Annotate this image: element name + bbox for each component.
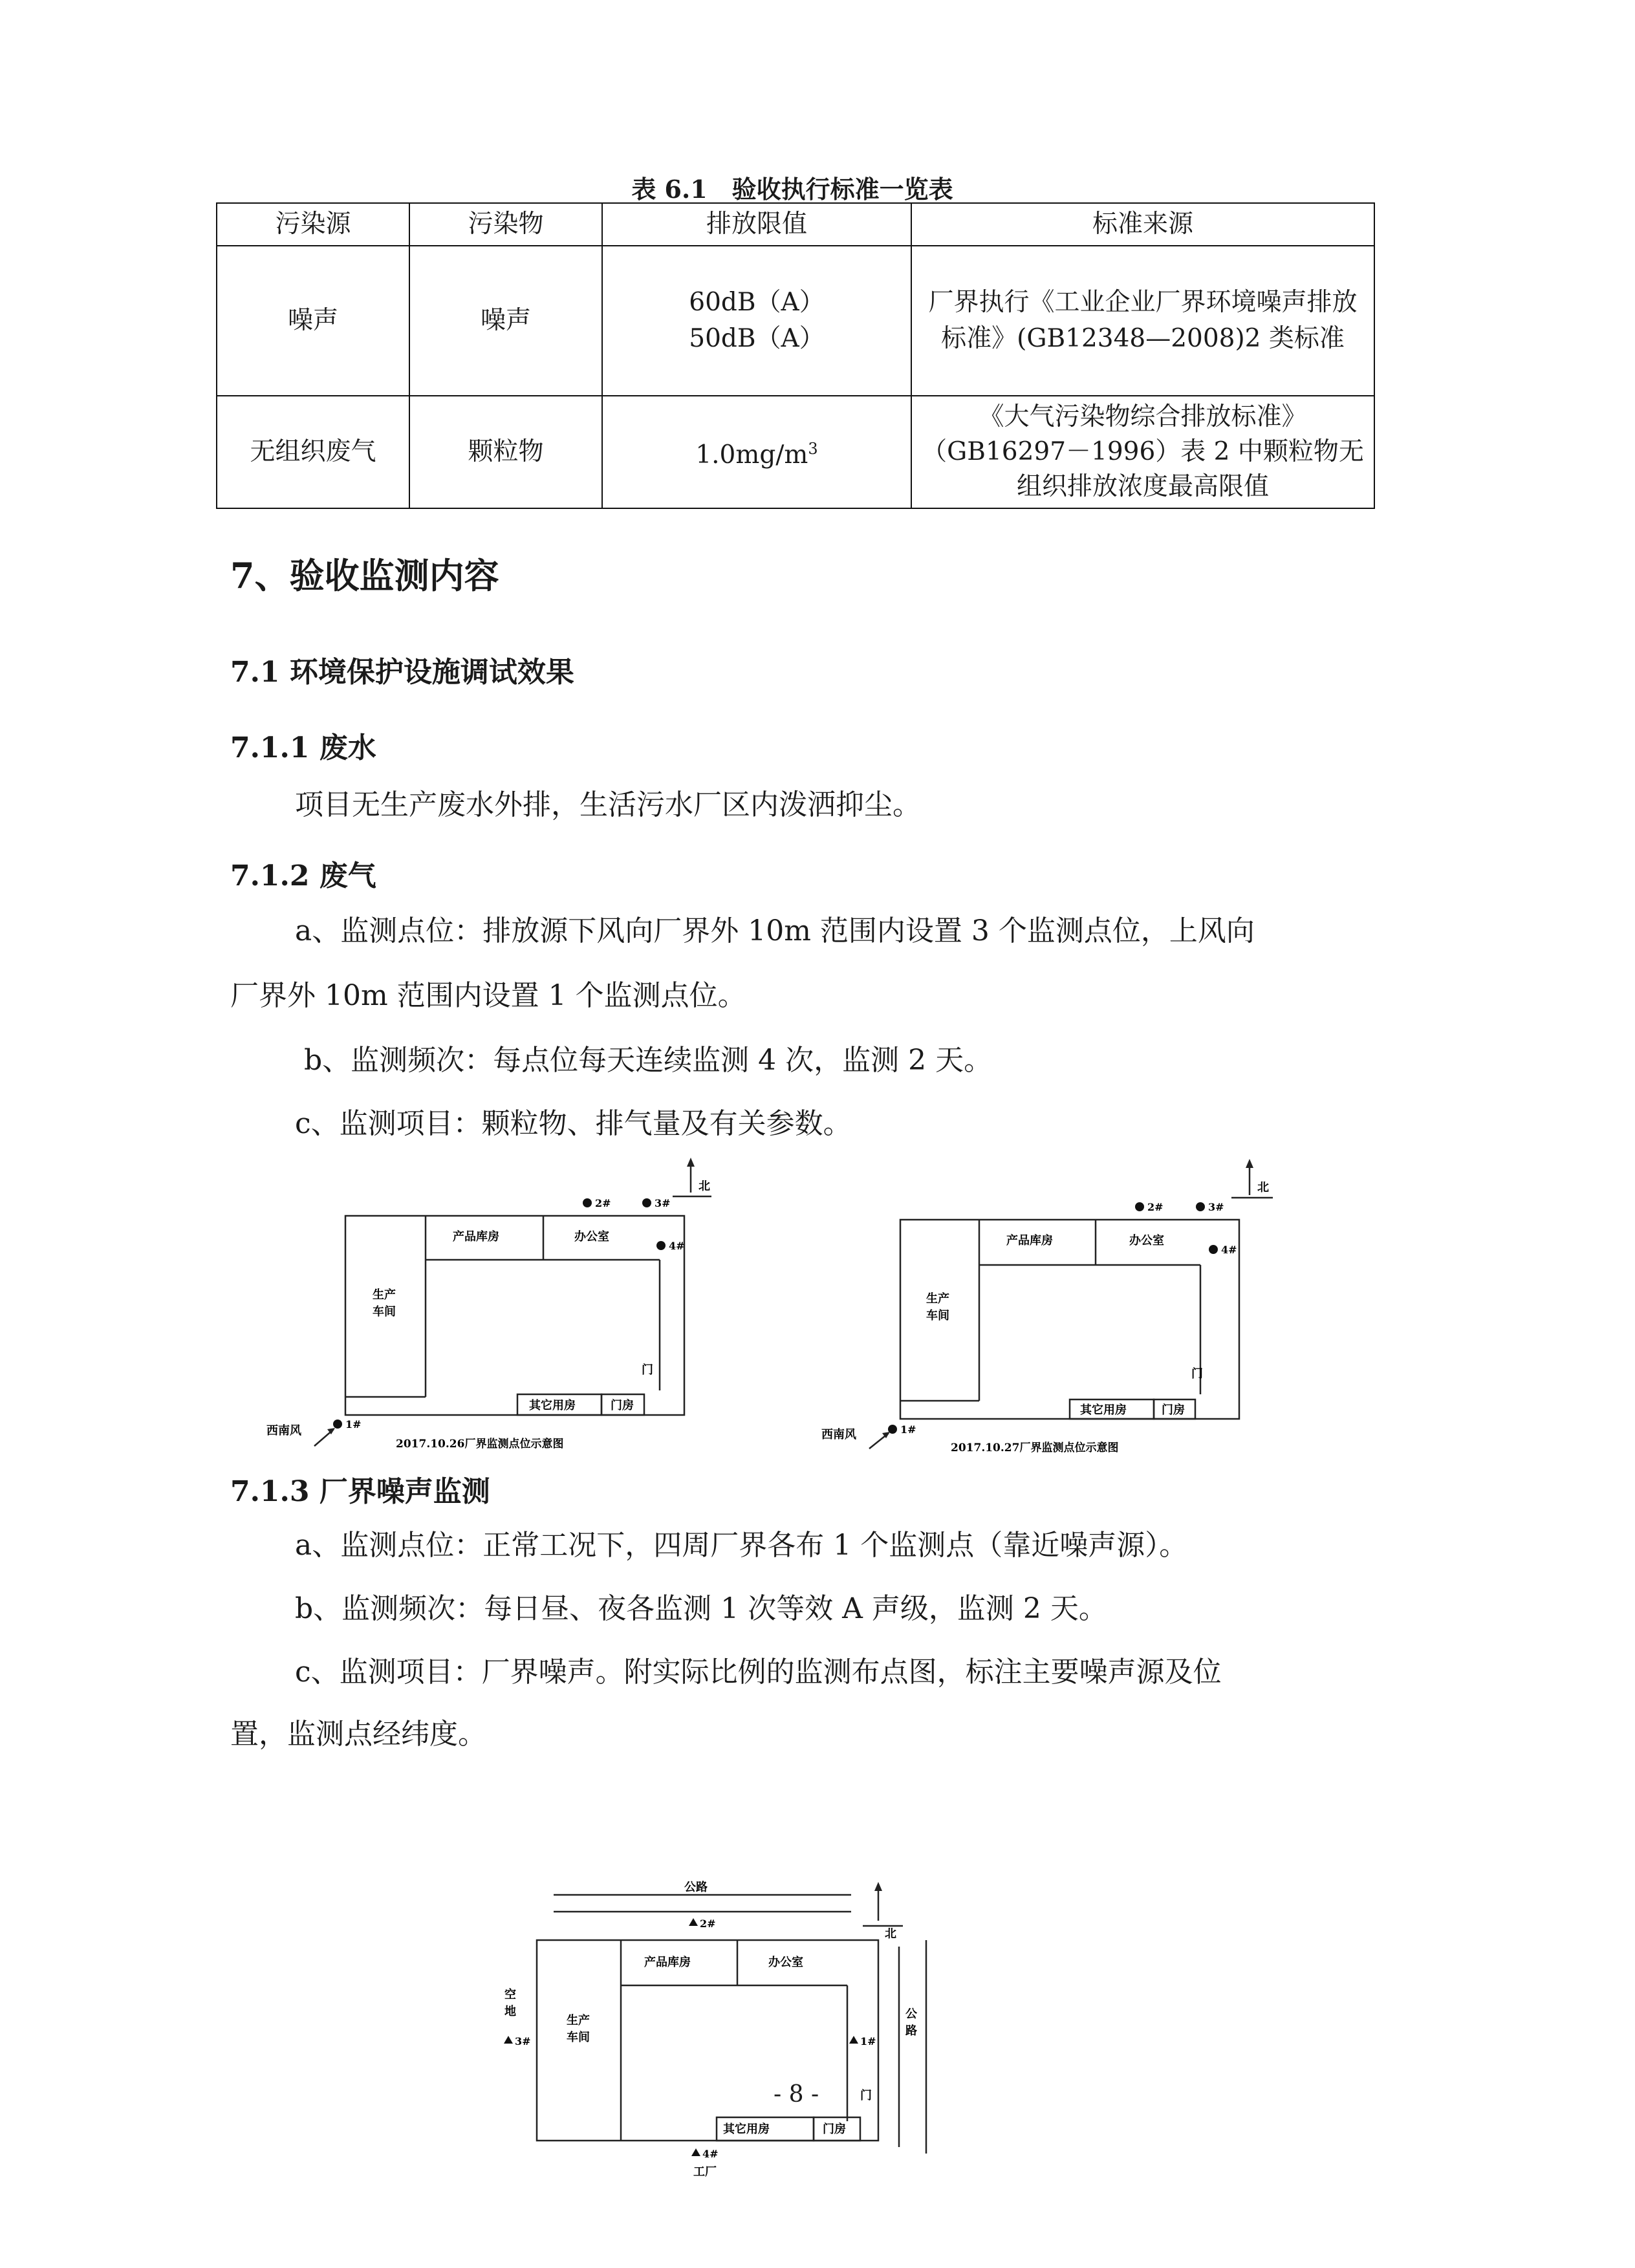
empty-land-label-2: 地 [504, 2005, 516, 2018]
other-label: 其它用房 [723, 2122, 770, 2136]
limit-value: 1.0mg/m [695, 440, 808, 470]
point-3-label: 3# [1208, 1201, 1224, 1213]
cell-standard: 厂界执行《工业企业厂界环境噪声排放标准》(GB12348—2008)2 类标准 [911, 246, 1374, 396]
gate-label: 门 [860, 2089, 872, 2102]
north-label: 北 [1257, 1181, 1269, 1194]
paragraph: 项目无生产废水外排，生活污水厂区内泼洒抑尘。 [295, 788, 921, 821]
noise-point-4-label: 4# [702, 2148, 719, 2160]
noise-point-2-label: 2# [700, 1917, 716, 1930]
point-2-label: 2# [595, 1197, 611, 1209]
noise-point-3-label: 3# [515, 2035, 531, 2047]
point-2-label: 2# [1147, 1201, 1164, 1213]
road-right-label-2: 路 [905, 2024, 917, 2038]
workshop-label-1: 生产 [567, 2014, 590, 2027]
table-caption: 表 6.1 验收执行标准一览表 [631, 175, 953, 204]
monitoring-diagram-2 [812, 1159, 1304, 1456]
point-1-label: 1# [345, 1418, 362, 1431]
wind-label: 西南风 [821, 1428, 856, 1442]
monitoring-point-2 [583, 1198, 592, 1207]
north-label: 北 [885, 1927, 896, 1941]
monitoring-point-3 [642, 1198, 651, 1207]
guard-label: 门房 [823, 2122, 846, 2136]
workshop-label-2: 车间 [926, 1309, 949, 1323]
monitoring-point-4 [656, 1241, 666, 1250]
point-1-label: 1# [900, 1423, 916, 1436]
header-limit: 排放限值 [602, 203, 911, 246]
other-label: 其它用房 [529, 1399, 576, 1412]
monitoring-diagram-1 [259, 1158, 750, 1455]
noise-point-2-icon [689, 1918, 698, 1926]
point-4-label: 4# [669, 1240, 685, 1252]
header-standard: 标准来源 [911, 203, 1374, 246]
noise-point-1-icon [849, 2036, 858, 2044]
warehouse-label: 产品库房 [1006, 1234, 1053, 1247]
paragraph: b、监测频次：每点位每天连续监测 4 次，监测 2 天。 [304, 1044, 993, 1077]
workshop-label-1: 生产 [926, 1292, 949, 1306]
workshop-label-2: 车间 [567, 2031, 590, 2044]
paragraph: a、监测点位：排放源下风向厂界外 10m 范围内设置 3 个监测点位，上风向 [295, 914, 1255, 947]
cell-limit [602, 396, 911, 508]
road-right-label-1: 公 [905, 2007, 917, 2021]
diagram-1-caption: 2017.10.26厂界监测点位示意图 [396, 1438, 564, 1451]
point-3-label: 3# [655, 1197, 671, 1209]
header-pollutant: 污染物 [409, 203, 602, 246]
noise-point-4-icon [691, 2148, 700, 2156]
workshop-label-1: 生产 [373, 1288, 396, 1302]
limit-night: 50dB（A） [689, 324, 825, 353]
monitoring-point-4 [1209, 1245, 1218, 1254]
section-7-title: 7、验收监测内容 [230, 555, 499, 596]
wind-label: 西南风 [266, 1424, 301, 1438]
noise-point-3-icon [504, 2036, 513, 2044]
guard-label: 门房 [1162, 1403, 1185, 1417]
page-number: - 8 - [774, 2081, 819, 2108]
point-4-label: 4# [1221, 1244, 1237, 1256]
paragraph: 置，监测点经纬度。 [230, 1718, 486, 1751]
paragraph: b、监测频次：每日昼、夜各监测 1 次等效 A 声级，监测 2 天。 [295, 1592, 1107, 1625]
noise-point-1-label: 1# [860, 2035, 876, 2047]
section-7-1-1-title: 7.1.1 废水 [230, 731, 376, 764]
paragraph: a、监测点位：正常工况下，四周厂界各布 1 个监测点（靠近噪声源）。 [295, 1529, 1188, 1562]
cell-source: 无组织废气 [217, 396, 409, 508]
cell-limit [602, 246, 911, 396]
section-7-1-2-title: 7.1.2 废气 [230, 859, 376, 892]
monitoring-point-3 [1196, 1202, 1205, 1211]
standards-table [216, 202, 1375, 509]
gate-label: 门 [642, 1363, 653, 1377]
workshop-label-2: 车间 [373, 1305, 396, 1319]
table-row [217, 396, 1374, 508]
cell-pollutant: 噪声 [409, 246, 602, 396]
gate-label: 门 [1191, 1367, 1203, 1381]
guard-label: 门房 [611, 1399, 634, 1412]
factory-label: 工厂 [693, 2165, 717, 2179]
table-header-row [217, 203, 1374, 246]
cell-source: 噪声 [217, 246, 409, 396]
limit-superscript: 3 [808, 440, 818, 458]
monitoring-point-1 [333, 1420, 342, 1429]
cell-standard: 《大气污染物综合排放标准》（GB16297－1996）表 2 中颗粒物无组织排放浓度最高限值 [911, 396, 1374, 508]
diagram-2-caption: 2017.10.27厂界监测点位示意图 [951, 1442, 1119, 1454]
office-label: 办公室 [768, 1956, 803, 1969]
cell-pollutant: 颗粒物 [409, 396, 602, 508]
noise-monitoring-diagram [492, 1875, 983, 2199]
other-label: 其它用房 [1080, 1403, 1127, 1417]
north-label: 北 [698, 1180, 710, 1193]
road-top-label: 公路 [684, 1881, 708, 1894]
section-7-1-3-title: 7.1.3 厂界噪声监测 [230, 1475, 490, 1508]
paragraph: c、监测项目：颗粒物、排气量及有关参数。 [295, 1107, 852, 1140]
limit-day: 60dB（A） [689, 288, 825, 317]
paragraph: 厂界外 10m 范围内设置 1 个监测点位。 [230, 979, 746, 1012]
table-row [217, 246, 1374, 396]
warehouse-label: 产品库房 [644, 1956, 691, 1969]
warehouse-label: 产品库房 [453, 1230, 499, 1244]
section-7-1-title: 7.1 环境保护设施调试效果 [230, 656, 574, 689]
empty-land-label-1: 空 [504, 1988, 516, 2002]
paragraph: c、监测项目：厂界噪声。附实际比例的监测布点图，标注主要噪声源及位 [295, 1656, 1222, 1689]
monitoring-point-2 [1135, 1202, 1144, 1211]
office-label: 办公室 [1129, 1234, 1164, 1247]
header-source: 污染源 [217, 203, 409, 246]
office-label: 办公室 [574, 1230, 609, 1244]
